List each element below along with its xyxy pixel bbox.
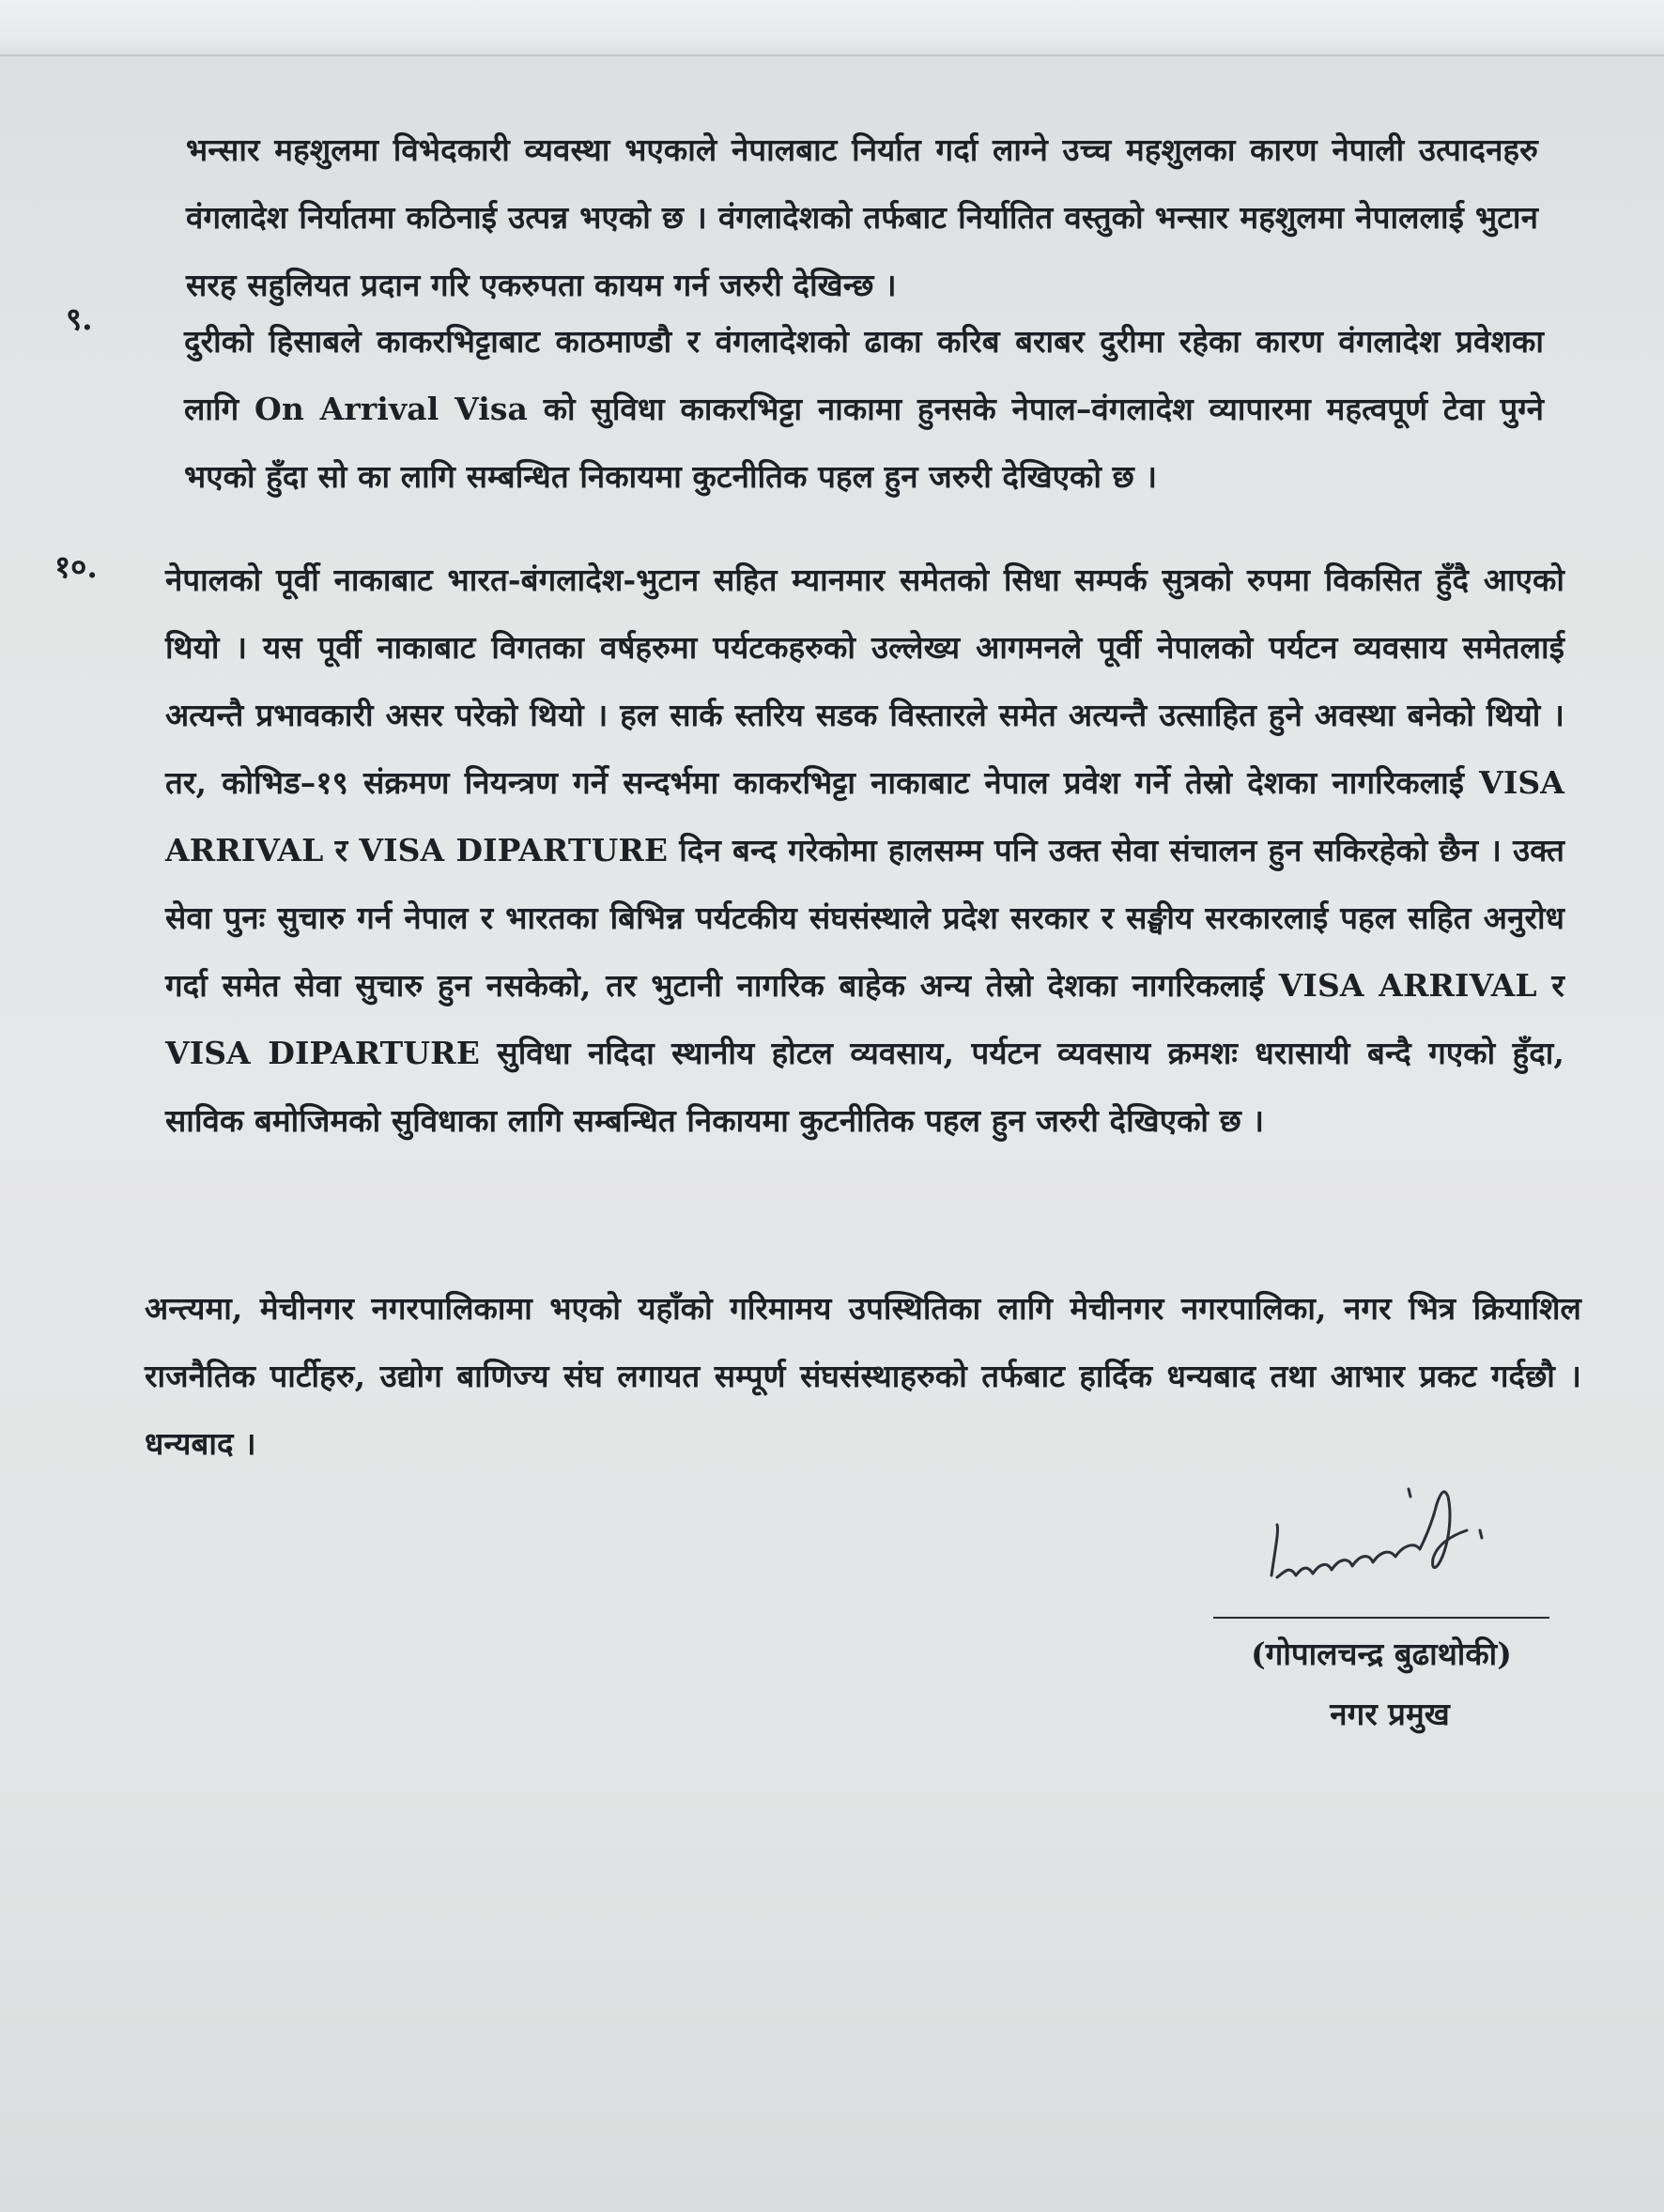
point-10-text: नेपालको पूर्वी नाकाबाट भारत-बंगलादेश-भुटान सहित म्यानमार समेतको सिधा सम्पर्क सुत्रको रुपमा विकसित हुँदै आएको थियो । यस पूर्वी नाकाबाट विगतका वर्षहरुमा पर्यटकहरुको उल्लेख्य आगमनले पूर्वी नेपालको पर्यटन व्यवसाय समेतलाई अत्यन्तै प्रभावकारी असर परेको थियो । हल सार्क स्तरिय सडक विस्तारले समेत अत्यन्तै उत्साहित हुने अवस्था बनेको थियो । तर, कोभिड–१९ संक्रमण नियन्त्रण गर्ने सन्दर्भमा काकरभिट्टा नाकाबाट नेपाल प्रवेश गर्ने तेस्रो देशका नागरिकलाई VISA ARRIVAL र VISA DIPARTURE दिन बन्द गरेकोमा हालसम्म पनि उक्त सेवा संचालन हुन सकिरहेको छैन । उक्त सेवा पुनः सुचारु गर्न नेपाल र भारतका बिभिन्न पर्यटकीय संघसंस्थाले प्रदेश सरकार र सङ्घीय सरकारलाई पहल सहित अनुरोध गर्दा समेत सेवा सुचारु हुन नसकेको, तर भुटानी नागरिक बाहेक अन्य तेस्रो देशका नागरिकलाई VISA ARRIVAL र VISA DIPARTURE सुविधा नदिदा स्थानीय होटल व्यवसाय, पर्यटन व्यवसाय क्रमशः धरासायी बन्दै गएको हुँदा, साविक बमोजिमको सुविधाका लागि सम्बन्धित निकायमा कुटनीतिक पहल हुन जरुरी देखिएको छ । [165,561,1564,1139]
point-number: ९. [66,300,93,337]
closing-paragraph: अन्त्यमा, मेचीनगर नगरपालिकामा भएको यहाँको गरिमामय उपस्थितिका लागि मेचीनगर नगरपालिका, नगर भित्र क्रियाशिल राजनैतिक पार्टीहरु, उद्योग बाणिज्य संघ लगायत सम्पूर्ण संघसंस्थाहरुको तर्फबाट हार्दिक धन्यबाद तथा आभार प्रकट गर्दछौ । धन्यबाद । [145,1290,1581,1462]
handwritten-signature [1258,1465,1540,1605]
point-number: १०. [54,548,98,585]
signature-line [1213,1617,1549,1619]
signatory-name: (गोपालचन्द्र बुढाथोकी) [1251,1636,1512,1672]
signature-block [1202,1446,1559,1765]
signatory-title: नगर प्रमुख [1330,1696,1450,1732]
point-9-text: दुरीको हिसाबले काकरभिट्टाबाट काठमाण्डौ र वंगलादेशको ढाका करिब बराबर दुरीमा रहेका कारण वंगलादेश प्रवेशका लागि On Arrival Visa को सुविधा काकरभिट्टा नाकामा हुनसके नेपाल–वंगलादेश व्यापारमा महत्वपूर्ण टेवा पुग्ने भएको हुँदा सो का लागि सम्बन्धित निकायमा कुटनीतिक पहल हुन जरुरी देखिएको छ । [184,323,1544,495]
intro-paragraph: भन्सार महशुलमा विभेदकारी व्यवस्था भएकाले नेपालबाट निर्यात गर्दा लाग्ने उच्च महशुलका कारण नेपाली उत्पादनहरु वंगलादेश निर्यातमा कठिनाई उत्पन्न भएको छ । वंगलादेशको तर्फबाट निर्यातित वस्तुको भन्सार महशुलमा नेपाललाई भुटान सरह सहुलियत प्रदान गरि एकरुपता कायम गर्न जरुरी देखिन्छ । [186,131,1538,303]
